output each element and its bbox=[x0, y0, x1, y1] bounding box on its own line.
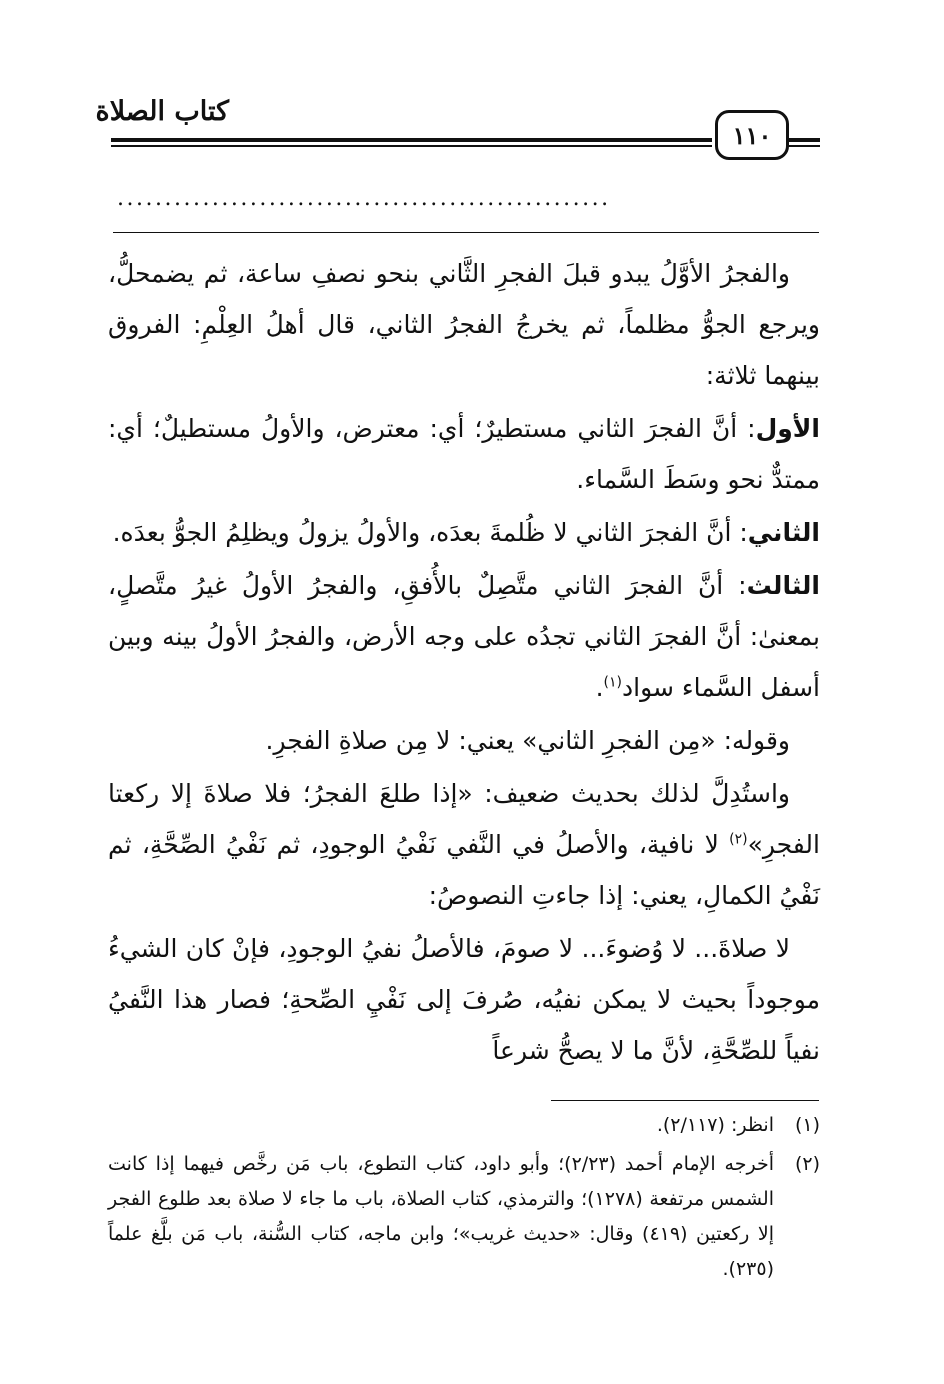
footnote-text: انظر: (٢/١١٧). bbox=[656, 1114, 774, 1136]
footnotes bbox=[108, 1108, 820, 1291]
text-third-end: . bbox=[595, 673, 604, 702]
paragraph-first-difference bbox=[108, 403, 820, 505]
paragraph-third-difference bbox=[108, 560, 820, 713]
section-rule bbox=[113, 232, 819, 233]
paragraph-negation: لا صلاةَ... لا وُضوءَ... لا صومَ، فالأصلُ نفيُ الوجودِ، فإنْ كان الشيءُ موجوداً بحيث لا يمكن نفيُه، صُرفَ إلى نَفْيِ الصِّحةِ؛ فصار هذا النَّفيُ نفياً للصِّحَّةِ، لأنَّ ما لا يصحُّ شرعاً bbox=[108, 934, 820, 1065]
text-hadith-cont: لا نافية، والأصلُ في النَّفي نَفْيُ الوجودِ، ثم نَفْيُ الصِّحَّةِ، ثم نَفْيُ الكمالِ، يعني: إذا جاءتِ النصوصُ: bbox=[108, 830, 820, 910]
header-rule-right-thin bbox=[786, 145, 820, 147]
paragraph-second-difference bbox=[108, 507, 820, 558]
footnote-ref-1: (١) bbox=[603, 674, 622, 691]
paragraph-intro: والفجرُ الأوَّلُ يبدو قبلَ الفجرِ الثَّاني بنحو نصفِ ساعة، ثم يضمحلُّ، ويرجع الجوُّ مظلماً، ثم يخرجُ الفجرُ الثاني، قال أهلُ العِلْمِ: الفروق بينهما ثلاثة: bbox=[108, 259, 820, 390]
header-rule-thin bbox=[111, 145, 712, 147]
label-third: الثالث bbox=[746, 571, 820, 600]
paragraph-quote: وقوله: «مِن الفجرِ الثاني» يعني: لا مِن صلاةِ الفجرِ. bbox=[265, 726, 790, 755]
main-text bbox=[108, 248, 820, 1078]
text-second: : أنَّ الفجرَ الثاني لا ظُلمةَ بعدَه، والأولُ يزولُ ويظلِمُ الجوُّ بعدَه. bbox=[112, 518, 748, 547]
footnote-number: (١) bbox=[794, 1114, 820, 1136]
header-rule-right bbox=[786, 138, 820, 142]
footnote-text: أخرجه الإمام أحمد (٢/٢٣)؛ وأبو داود، كتاب التطوع، باب مَن رخَّص فيهما إذا كانت الشمس مرتفعة (١٢٧٨)؛ والترمذي، كتاب الصلاة، باب ما جاء لا صلاة بعد طلوع الفجر إلا ركعتين (٤١٩) وقال: «حديث غريب»؛ وابن ماجه، كتاب السُّنة، باب مَن بلَّغ علماً (٢٣٥). bbox=[108, 1153, 774, 1280]
header-rule bbox=[111, 138, 712, 142]
running-header-title: كتاب الصلاة bbox=[95, 96, 229, 127]
text-first: : أنَّ الفجرَ الثاني مستطيرٌ؛ أي: معترض، والأولُ مستطيلٌ؛ أي: ممتدٌّ نحو وسَطَ السَّماء. bbox=[108, 414, 820, 494]
footnote-ref-2: (٢) bbox=[729, 831, 748, 848]
footnote-item bbox=[108, 1108, 820, 1143]
footnote-item bbox=[108, 1147, 820, 1287]
label-second: الثاني bbox=[747, 518, 820, 547]
text-hadith: واستُدِلَّ لذلك بحديث ضعيف: «إذا طلعَ الفجرُ؛ فلا صلاةَ إلا ركعتا الفجرِ» bbox=[108, 779, 820, 859]
footnote-rule bbox=[551, 1100, 819, 1101]
dotted-separator: .................................................... bbox=[117, 186, 611, 211]
label-first: الأول bbox=[755, 414, 820, 443]
footnote-number: (٢) bbox=[794, 1153, 820, 1175]
text-third: : أنَّ الفجرَ الثاني متَّصِلٌ بالأُفقِ، والفجرُ الأولُ غيرُ متَّصلٍ، بمعنىٰ: أنَّ الفجرَ الثاني تجدُه على وجه الأرض، والفجرُ الأولُ بينه وبين أسفل السَّماء سواد bbox=[108, 571, 820, 702]
page-number: ١١٠ bbox=[715, 110, 789, 160]
paragraph-hadith bbox=[108, 768, 820, 921]
